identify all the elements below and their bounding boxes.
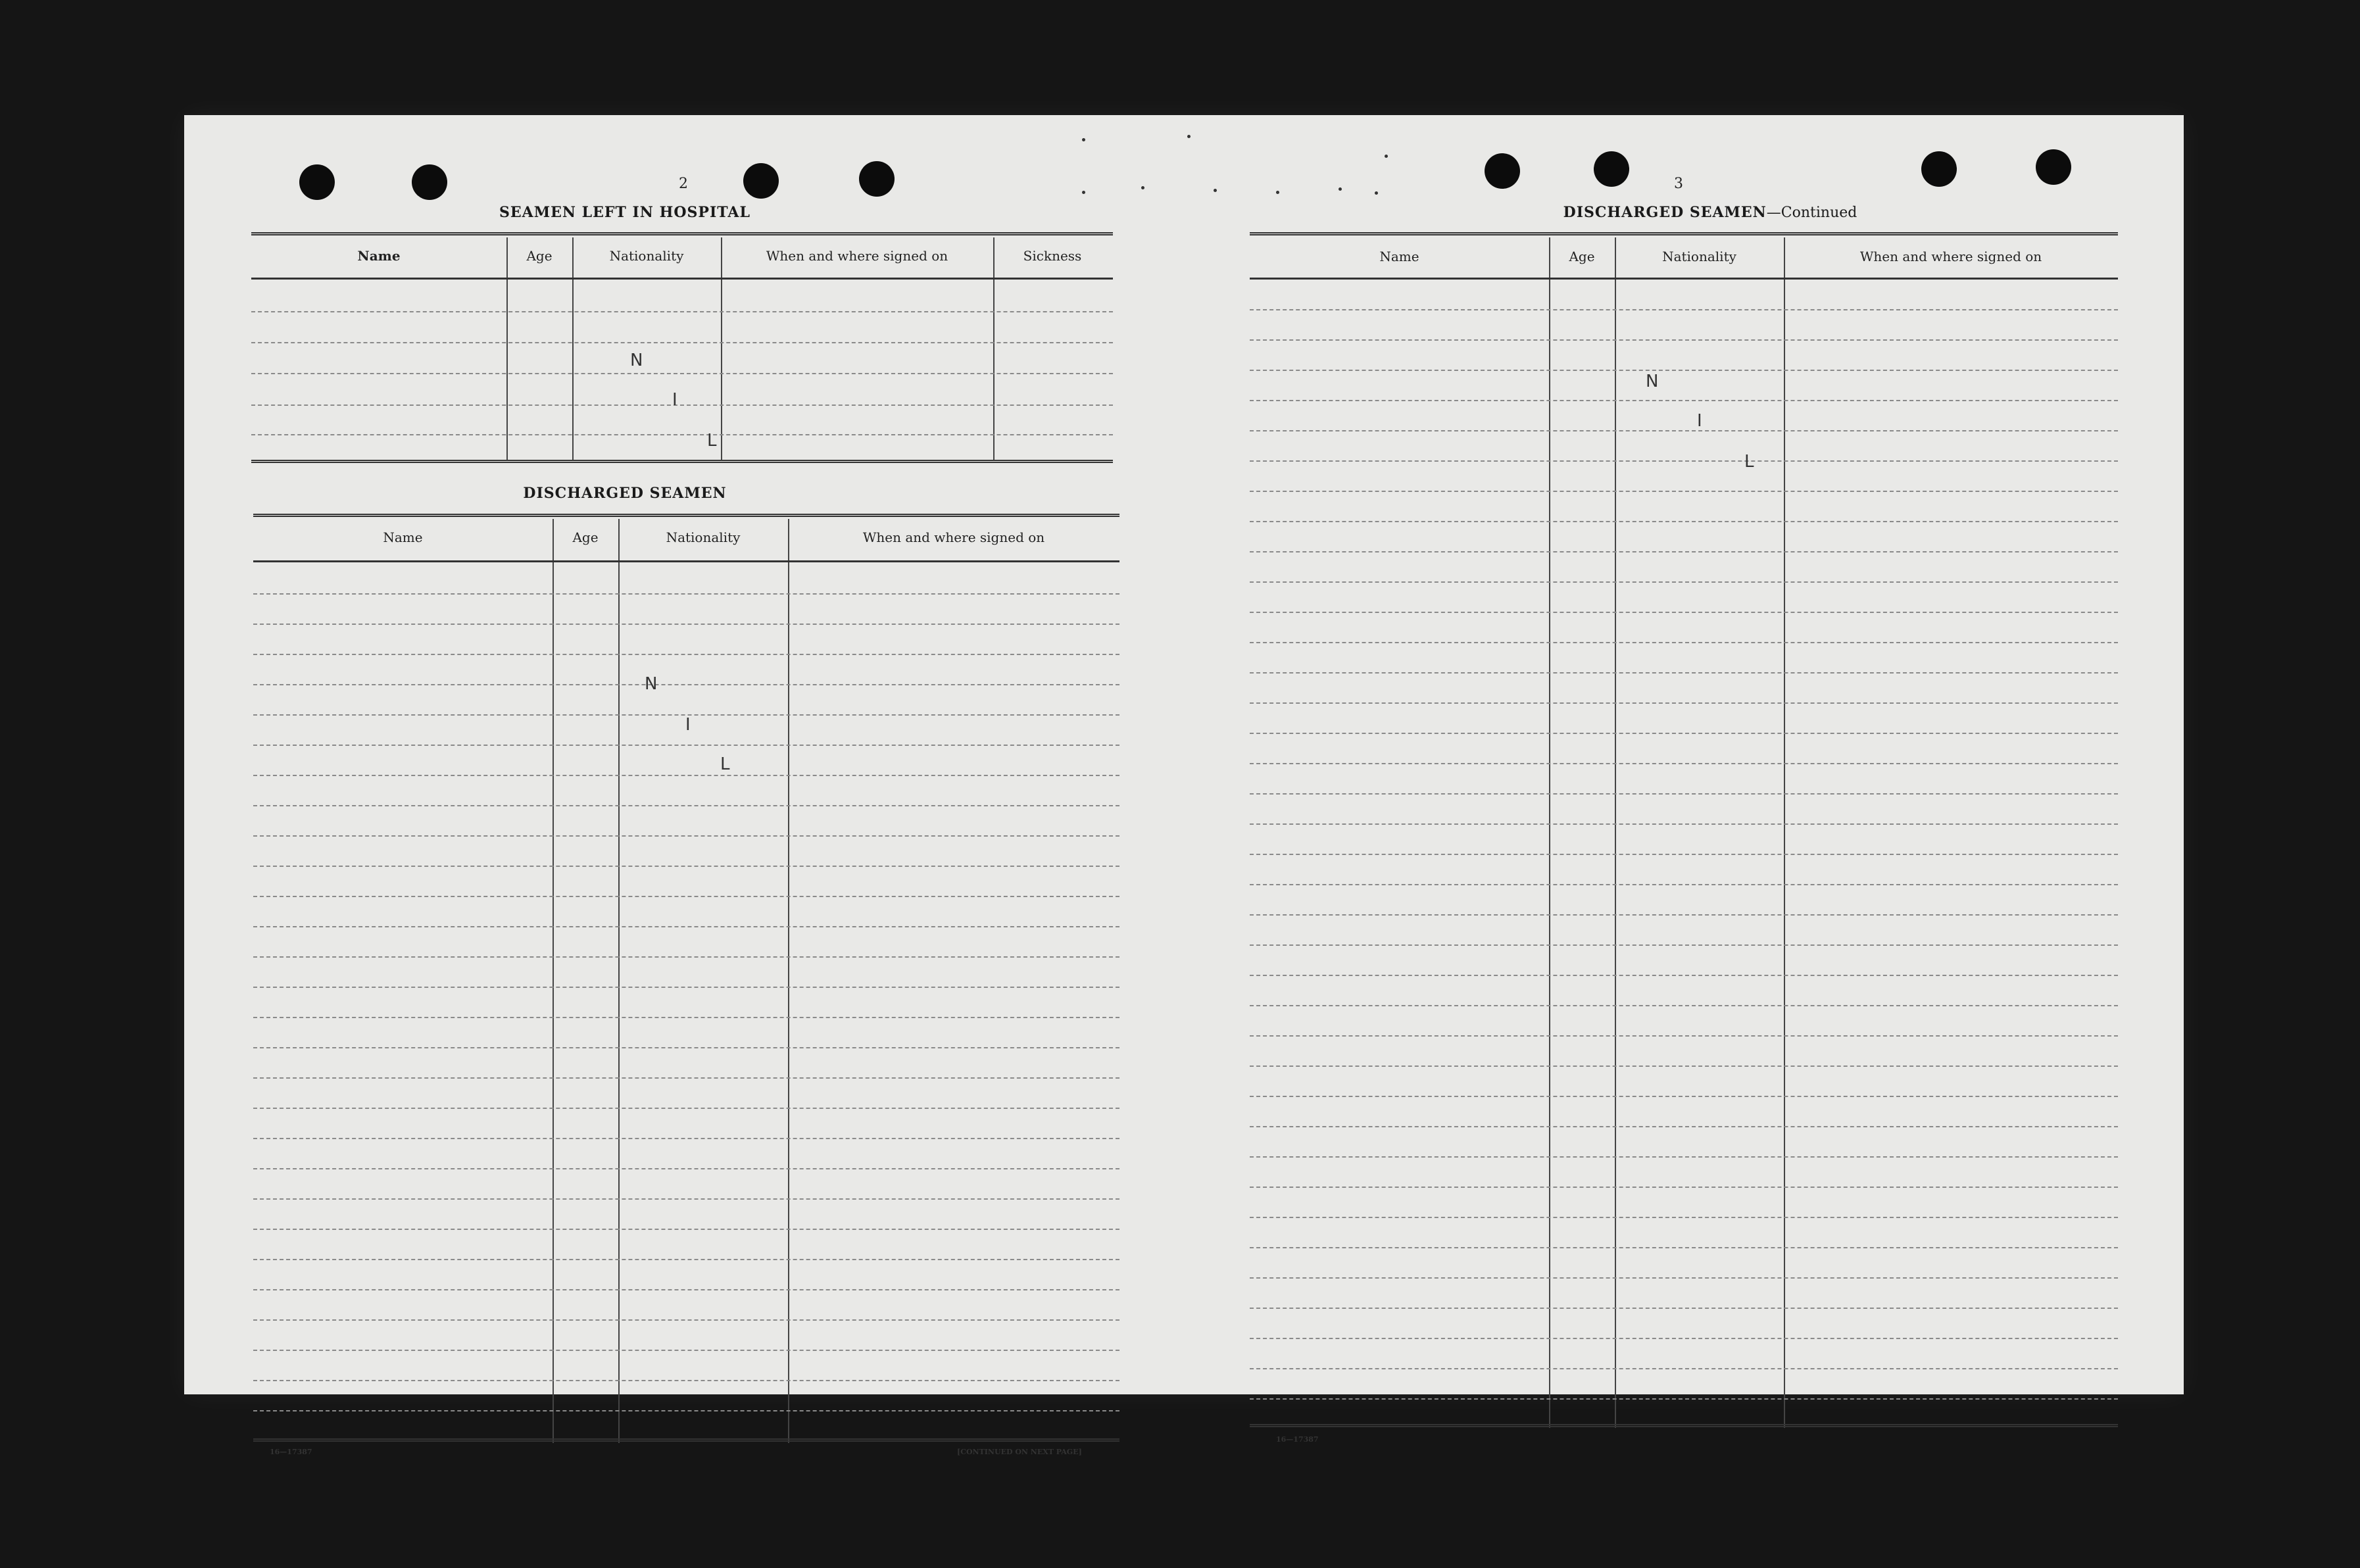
nil-entry-n: N bbox=[645, 674, 658, 694]
col-header-signed-on: When and where signed on bbox=[1859, 249, 2042, 264]
row-line bbox=[253, 593, 1119, 595]
form-number: 16—17387 bbox=[1276, 1435, 1319, 1444]
paper-speck bbox=[1187, 135, 1191, 138]
punch-hole bbox=[2036, 149, 2071, 185]
col-header-signed-on: When and where signed on bbox=[862, 529, 1045, 545]
nil-entry-i: I bbox=[685, 715, 691, 735]
row-line bbox=[251, 373, 1113, 374]
page-number: 2 bbox=[679, 176, 688, 192]
row-line bbox=[253, 775, 1119, 776]
row-line bbox=[1250, 339, 2118, 341]
document-sheet bbox=[184, 115, 2184, 1456]
hospital-section-title: SEAMEN LEFT IN HOSPITAL bbox=[499, 204, 750, 221]
paper-speck bbox=[1375, 191, 1378, 195]
row-line bbox=[1250, 612, 2118, 613]
row-line bbox=[1250, 975, 2118, 976]
col-header-signed-on: When and where signed on bbox=[766, 248, 948, 264]
row-line bbox=[1250, 702, 2118, 704]
row-line bbox=[253, 926, 1119, 927]
row-line bbox=[251, 342, 1113, 343]
row-line bbox=[1250, 400, 2118, 401]
paper-speck bbox=[1214, 189, 1217, 192]
row-line bbox=[251, 404, 1113, 406]
col-header-nationality: Nationality bbox=[666, 529, 741, 545]
row-line bbox=[253, 805, 1119, 806]
column-divider bbox=[618, 519, 620, 1443]
nil-entry-n: N bbox=[1646, 372, 1659, 391]
row-line bbox=[253, 1108, 1119, 1109]
title-suffix: —Continued bbox=[1766, 205, 1857, 221]
discharged-continued-title bbox=[1381, 204, 2039, 221]
title-text: DISCHARGED SEAMEN bbox=[1563, 204, 1767, 221]
col-header-age: Age bbox=[572, 529, 599, 545]
row-line bbox=[1250, 854, 2118, 855]
punch-hole bbox=[859, 161, 895, 197]
paper-speck bbox=[1385, 155, 1388, 158]
column-divider bbox=[506, 237, 508, 460]
column-divider bbox=[1784, 237, 1785, 1428]
punch-hole bbox=[1485, 153, 1520, 189]
col-header-name: Name bbox=[383, 529, 423, 545]
nil-entry-i: I bbox=[1697, 411, 1702, 431]
row-line bbox=[253, 1138, 1119, 1139]
row-line bbox=[1250, 763, 2118, 764]
row-line bbox=[251, 434, 1113, 435]
row-line bbox=[253, 956, 1119, 958]
row-line bbox=[253, 1198, 1119, 1200]
row-line bbox=[1250, 884, 2118, 885]
row-line bbox=[253, 1017, 1119, 1018]
row-line bbox=[1250, 1338, 2118, 1339]
page-number: 3 bbox=[1674, 176, 1683, 192]
row-line bbox=[1250, 491, 2118, 492]
row-line bbox=[1250, 944, 2118, 946]
nil-entry-l: L bbox=[1744, 452, 1754, 472]
paper-speck bbox=[1082, 138, 1085, 141]
paper-speck bbox=[1276, 191, 1279, 194]
row-line bbox=[253, 1410, 1119, 1411]
table-bottom-rule bbox=[251, 460, 1113, 463]
paper-speck bbox=[1141, 186, 1144, 189]
row-line bbox=[1250, 733, 2118, 734]
row-line bbox=[253, 1259, 1119, 1260]
row-line bbox=[1250, 1066, 2118, 1067]
row-line bbox=[253, 1350, 1119, 1351]
punch-hole bbox=[412, 164, 447, 200]
header-rule bbox=[1250, 278, 2118, 280]
row-line bbox=[253, 987, 1119, 988]
row-line bbox=[1250, 1247, 2118, 1248]
col-header-nationality: Nationality bbox=[1662, 249, 1736, 264]
header-rule bbox=[253, 560, 1119, 562]
row-line bbox=[253, 745, 1119, 746]
row-line bbox=[253, 1047, 1119, 1048]
row-line bbox=[1250, 309, 2118, 310]
row-line bbox=[253, 866, 1119, 867]
row-line bbox=[1250, 430, 2118, 431]
punch-hole bbox=[299, 164, 335, 200]
paper-speck bbox=[1082, 191, 1085, 194]
column-divider bbox=[993, 237, 995, 460]
row-line bbox=[1250, 581, 2118, 583]
row-line bbox=[253, 1380, 1119, 1381]
nil-entry-i: I bbox=[672, 390, 677, 410]
paper-speck bbox=[1339, 187, 1342, 191]
row-line bbox=[1250, 1187, 2118, 1188]
row-line bbox=[1250, 1217, 2118, 1218]
row-line bbox=[1250, 1308, 2118, 1309]
continued-note: [CONTINUED ON NEXT PAGE] bbox=[957, 1448, 1082, 1456]
row-line bbox=[1250, 1156, 2118, 1158]
col-header-age: Age bbox=[1569, 249, 1595, 264]
row-line bbox=[1250, 1096, 2118, 1097]
table-top-rule bbox=[253, 514, 1119, 517]
row-line bbox=[253, 684, 1119, 685]
row-line bbox=[1250, 793, 2118, 795]
row-line bbox=[1250, 914, 2118, 916]
row-line bbox=[1250, 642, 2118, 643]
punch-hole bbox=[1921, 151, 1957, 187]
row-line bbox=[253, 1289, 1119, 1290]
col-header-name: Name bbox=[357, 248, 401, 264]
column-divider bbox=[721, 237, 722, 460]
header-rule bbox=[251, 278, 1113, 280]
col-header-nationality: Nationality bbox=[609, 248, 684, 264]
column-divider bbox=[1549, 237, 1550, 1428]
col-header-name: Name bbox=[1379, 249, 1419, 264]
row-line bbox=[253, 654, 1119, 655]
column-divider bbox=[572, 237, 574, 460]
column-divider bbox=[788, 519, 789, 1443]
row-line bbox=[1250, 1368, 2118, 1369]
row-line bbox=[1250, 1277, 2118, 1279]
row-line bbox=[253, 1168, 1119, 1169]
nil-entry-l: L bbox=[720, 754, 730, 774]
row-line bbox=[1250, 460, 2118, 462]
col-header-age: Age bbox=[526, 248, 553, 264]
column-divider bbox=[1615, 237, 1616, 1428]
column-divider bbox=[553, 519, 554, 1443]
nil-entry-l: L bbox=[707, 431, 717, 451]
row-line bbox=[1250, 823, 2118, 825]
row-line bbox=[253, 835, 1119, 837]
row-line bbox=[1250, 1126, 2118, 1127]
row-line bbox=[1250, 370, 2118, 371]
row-line bbox=[253, 1077, 1119, 1079]
row-line bbox=[253, 1229, 1119, 1230]
row-line bbox=[253, 1319, 1119, 1321]
row-line bbox=[253, 896, 1119, 897]
row-line bbox=[251, 311, 1113, 312]
table-bottom-rule bbox=[1250, 1424, 2118, 1427]
punch-hole bbox=[1594, 151, 1629, 187]
row-line bbox=[1250, 551, 2118, 552]
row-line bbox=[1250, 521, 2118, 522]
row-line bbox=[253, 624, 1119, 625]
nil-entry-n: N bbox=[630, 351, 643, 370]
form-number: 16—17387 bbox=[270, 1448, 312, 1456]
col-header-sickness: Sickness bbox=[1023, 248, 1082, 264]
table-bottom-rule bbox=[253, 1438, 1119, 1442]
table-top-rule bbox=[251, 232, 1113, 235]
row-line bbox=[1250, 672, 2118, 674]
discharged-section-title: DISCHARGED SEAMEN bbox=[523, 485, 727, 502]
row-line bbox=[1250, 1005, 2118, 1006]
table-top-rule bbox=[1250, 232, 2118, 235]
row-line bbox=[1250, 1035, 2118, 1037]
row-line bbox=[1250, 1398, 2118, 1400]
punch-hole bbox=[743, 163, 779, 199]
